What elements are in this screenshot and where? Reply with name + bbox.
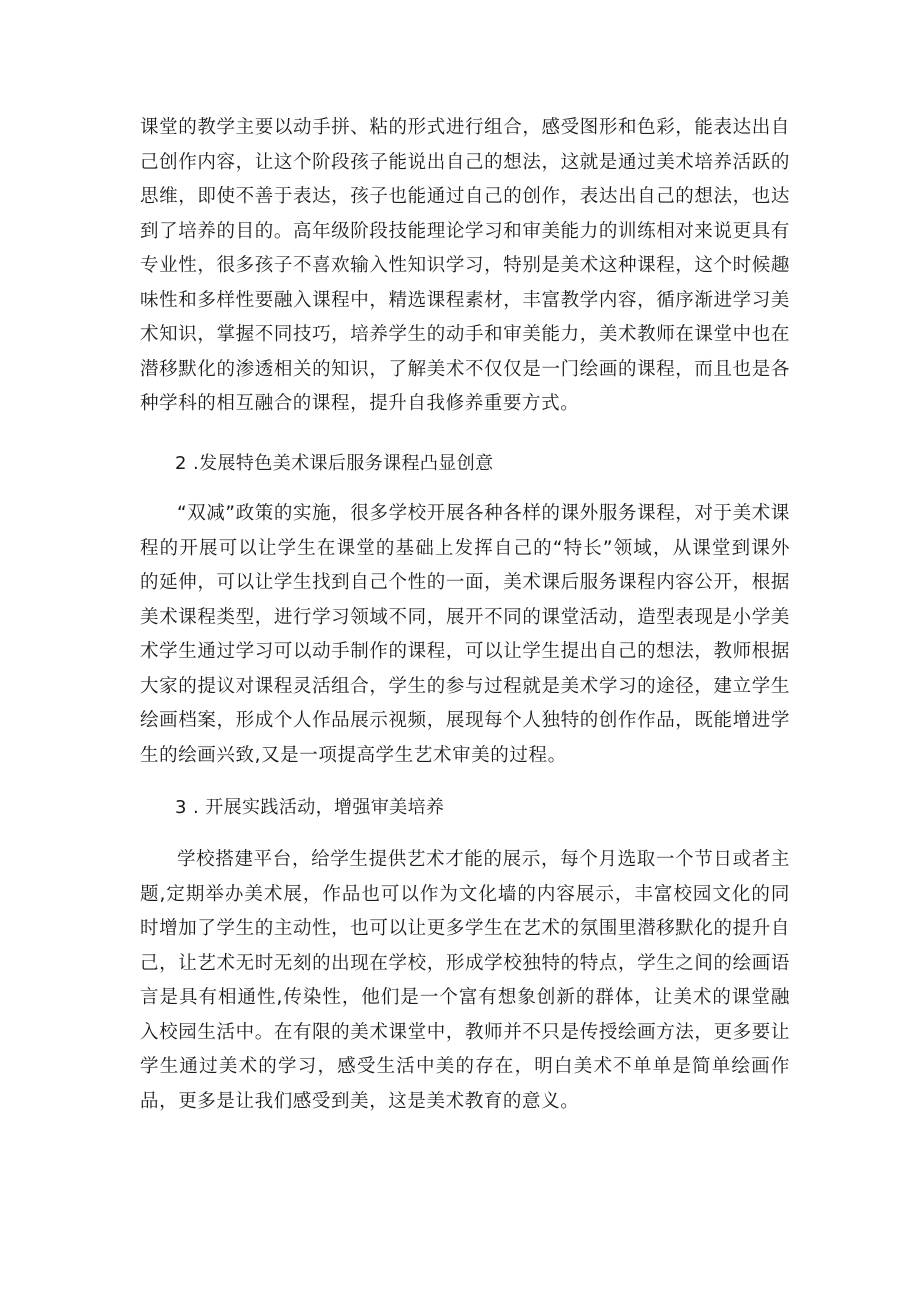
body-paragraph-continued: 课堂的教学主要以动手拼、粘的形式进行组合，感受图形和色彩，能表达出自己创作内容，让这个阶段孩子能说出自己的想法，这就是通过美术培养活跃的思维，即使不善于表达，孩子也能通过自己的创作，表达出自己的想法，也达到了培养的目的。高年级阶段技能理论学习和审美能力的训练相对来说更具有专业性，很多孩子不喜欢输入性知识学习，特别是美术这种课程，这个时候趣味性和多样性要融入课程中，精选课程素材，丰富教学内容，循序渐进学习美术知识，掌握不同技巧，培养学生的动手和审美能力，美术教师在课堂中也在潜移默化的渗透相关的知识，了解美术不仅仅是一门绘画的课程，而且也是各种学科的相互融合的课程，提升自我修养重要方式。 (140, 117, 790, 414)
section-heading-2: 2 .发展特色美术课后服务课程凸显创意 (175, 453, 494, 474)
body-paragraph-2: “双减”政策的实施，很多学校开展各种各样的课外服务课程，对于美术课程的开展可以让学生在课堂的基础上发挥自己的“特长”领域，从课堂到课外的延伸，可以让学生找到自己个性的一面，美术课后服务课程内容公开，根据美术课程类型，进行学习领域不同，展开不同的课堂活动，造型表现是小学美术学生通过学习可以动手制作的课程，可以让学生提出自己的想法，教师根据大家的提议对课程灵活组合，学生的参与过程就是美术学习的途径，建立学生绘画档案，形成个人作品展示视频，展现每个人独特的创作作品，既能增进学生的绘画兴致,又是一项提高学生艺术审美的过程。 (140, 503, 790, 766)
body-paragraph-3: 学校搭建平台，给学生提供艺术才能的展示，每个月选取一个节日或者主题,定期举办美术展，作品也可以作为文化墙的内容展示，丰富校园文化的同时增加了学生的主动性，也可以让更多学生在艺术的氛围里潜移默化的提升自己，让艺术无时无刻的出现在学校，形成学校独特的特点，学生之间的绘画语言是具有相通性,传染性，他们是一个富有想象创新的群体，让美术的课堂融入校园生活中。在有限的美术课堂中，教师并不只是传授绘画方法，更多要让学生通过美术的学习，感受生活中美的存在，明白美术不单单是简单绘画作品，更多是让我们感受到美，这是美术教育的意义。 (140, 849, 790, 1112)
section-heading-3: 3 . 开展实践活动，增强审美培养 (175, 797, 445, 818)
